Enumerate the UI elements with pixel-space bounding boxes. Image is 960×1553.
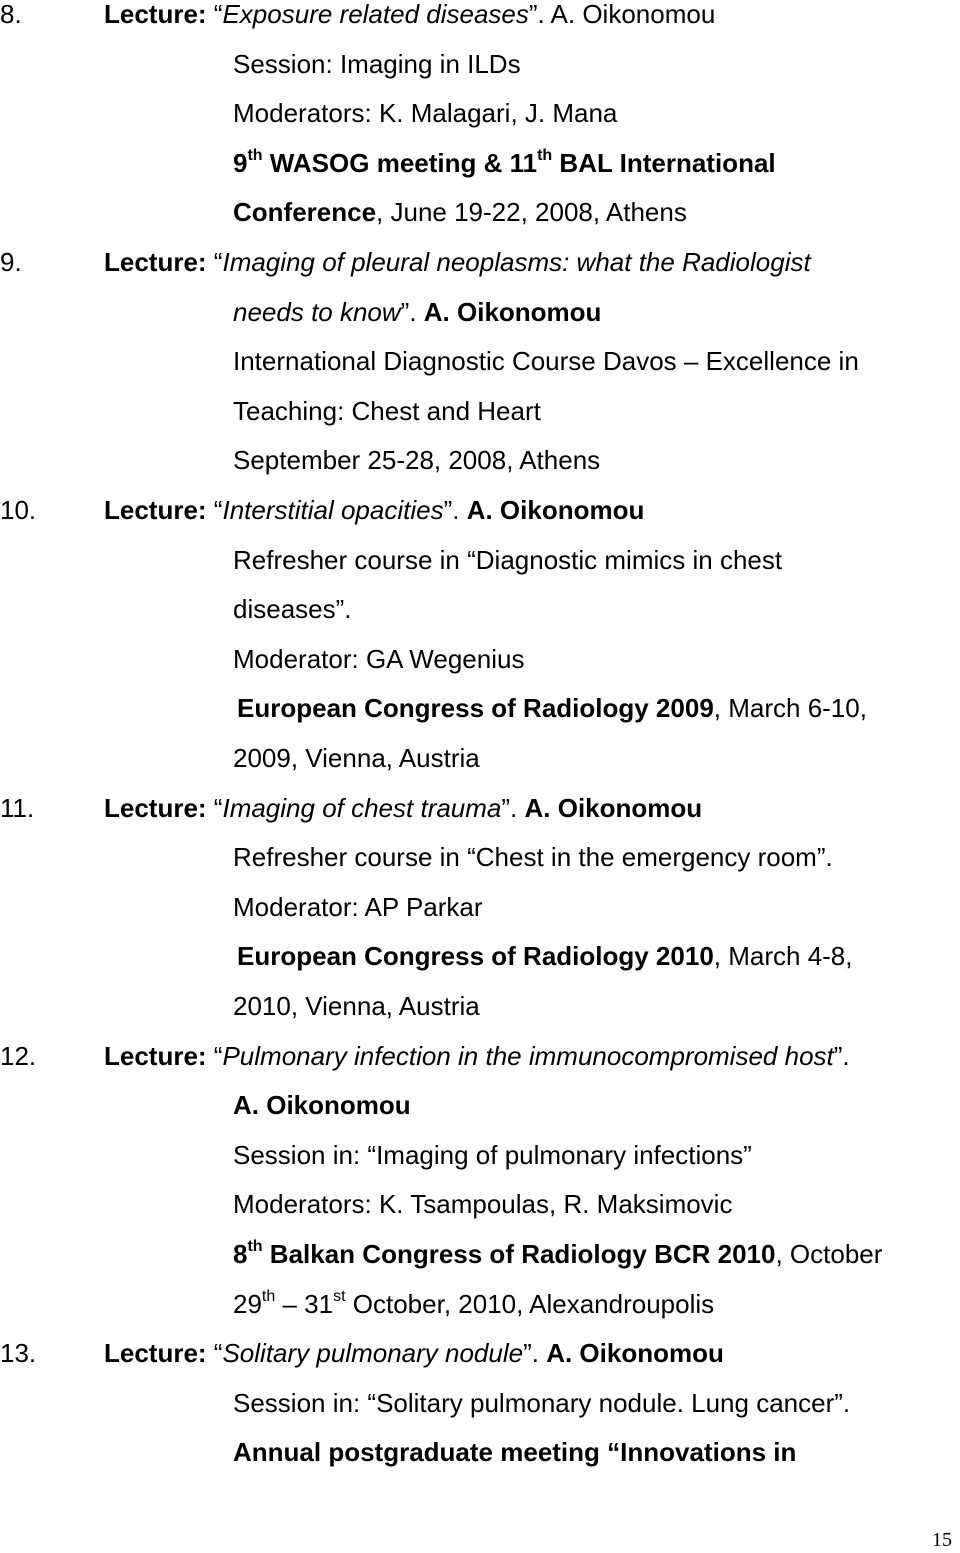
- entry-9-title-cont: needs to know”. A. Oikonomou: [233, 296, 602, 327]
- entry-8-event: 9th WASOG meeting & 11th BAL International: [233, 146, 776, 178]
- entry-9-course: International Diagnostic Course Davos – Excellence in: [233, 346, 859, 377]
- entry-8-event-cont: Conference, June 19-22, 2008, Athens: [233, 197, 687, 228]
- entry-number: 8.: [0, 0, 22, 29]
- lecture-label: Lecture:: [104, 1338, 207, 1369]
- entry-10-event-cont: 2009, Vienna, Austria: [233, 743, 480, 773]
- author: A. Oikonomou: [546, 1338, 724, 1369]
- entry-8-moderators: Moderators: K. Malagari, J. Mana: [233, 98, 618, 129]
- entry-11-event: European Congress of Radiology 2010, March 4-8,: [237, 941, 853, 972]
- entry-number: 9.: [0, 247, 22, 277]
- author: A. Oikonomou: [466, 495, 645, 525]
- entry-10-moderator: Moderator: GA Wegenius: [233, 643, 525, 674]
- author: A. Oikonomou: [550, 0, 716, 29]
- entry-number: 10.: [0, 495, 37, 525]
- lecture-title: Interstitial opacities: [222, 495, 444, 525]
- entry-number: 12.: [0, 1040, 37, 1071]
- entry-13-heading: 13. Lecture: “Solitary pulmonary nodule”. A. Oikonomou: [0, 1329, 960, 1379]
- entry-10-course: Refresher course in “Diagnostic mimics in chest: [233, 544, 783, 575]
- entry-11-course: Refresher course in “Chest in the emergency room”.: [233, 842, 833, 873]
- entry-10-event: European Congress of Radiology 2009, March 6-10,: [237, 693, 867, 724]
- entry-12-session: Session in: “Imaging of pulmonary infections”: [233, 1139, 752, 1170]
- entry-12-moderators: Moderators: K. Tsampoulas, R. Maksimovic: [233, 1189, 733, 1220]
- entry-number: 13.: [0, 1338, 37, 1369]
- entry-13-meeting: Annual postgraduate meeting “Innovations in: [233, 1437, 797, 1468]
- lecture-title: Imaging of pleural neoplasms: what the Radiologist: [222, 247, 811, 277]
- lecture-label: Lecture:: [104, 0, 207, 29]
- lecture-label: Lecture:: [104, 1040, 207, 1071]
- page-number: 15: [932, 1529, 952, 1551]
- entry-10-heading: 10. Lecture: “Interstitial opacities”. A. Oikonomou: [0, 486, 960, 536]
- entry-12-date: 29th – 31st October, 2010, Alexandroupolis: [233, 1287, 715, 1319]
- entry-11-event-cont: 2010, Vienna, Austria: [233, 991, 480, 1021]
- lecture-label: Lecture:: [104, 495, 207, 525]
- entry-13-session: Session in: “Solitary pulmonary nodule. Lung cancer”.: [233, 1387, 851, 1418]
- entry-12-heading: 12. Lecture: “Pulmonary infection in the immunocompromised host”.: [0, 1032, 960, 1082]
- entry-12-author: [0, 1081, 960, 1131]
- entry-8-heading: 8. Lecture: “Exposure related diseases”. A. Oikonomou: [0, 0, 960, 40]
- entry-8-session: Session: Imaging in ILDs: [233, 48, 521, 79]
- author: A. Oikonomou: [524, 792, 703, 823]
- entry-number: 11.: [0, 792, 35, 823]
- lecture-title: Imaging of chest trauma: [222, 792, 502, 823]
- entry-9-date: September 25-28, 2008, Athens: [233, 445, 601, 476]
- entry-9-course-cont: Teaching: Chest and Heart: [233, 395, 541, 426]
- lecture-label: Lecture:: [104, 247, 207, 277]
- lecture-title: Pulmonary infection in the immunocompromised host: [222, 1040, 834, 1071]
- author: A. Oikonomou: [423, 296, 602, 327]
- entry-9-heading: 9. Lecture: “Imaging of pleural neoplasms: what the Radiologist: [0, 238, 960, 288]
- lecture-label: Lecture:: [104, 792, 207, 823]
- entry-11-moderator: Moderator: AP Parkar: [233, 891, 483, 922]
- entry-12-event: 8th Balkan Congress of Radiology BCR 2010, October: [233, 1238, 883, 1269]
- lecture-title: Exposure related diseases: [222, 0, 529, 29]
- lecture-title: Solitary pulmonary nodule: [222, 1338, 524, 1369]
- entry-10-course-cont: diseases”.: [233, 594, 352, 625]
- author: A. Oikonomou: [233, 1090, 411, 1121]
- entry-11-heading: 11. Lecture: “Imaging of chest trauma”. A. Oikonomou: [0, 784, 960, 834]
